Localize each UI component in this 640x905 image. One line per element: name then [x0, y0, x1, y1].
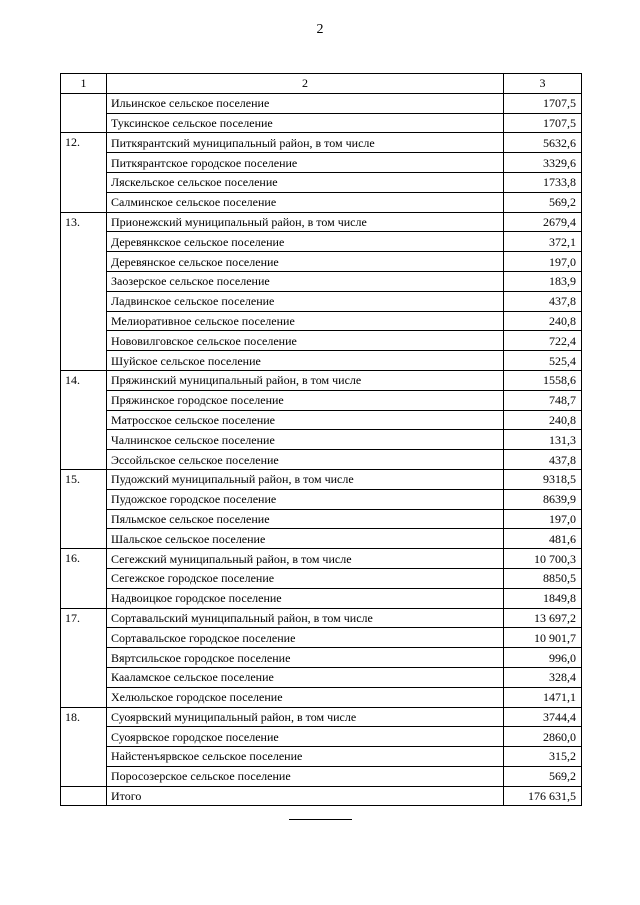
table-row: [61, 489, 582, 509]
amount-cell: 1707,5: [504, 113, 582, 133]
table-row: [61, 687, 582, 707]
territory-name-cell: Вяртсильское городское поселение: [107, 648, 504, 668]
amount-cell: 1849,8: [504, 588, 582, 608]
total-number-cell: [61, 786, 107, 806]
header-cell-1: 1: [61, 74, 107, 94]
amount-cell: 3329,6: [504, 153, 582, 173]
table-row: [61, 450, 582, 470]
territory-name-cell: Деревянское сельское поселение: [107, 252, 504, 272]
amount-cell: 13 697,2: [504, 608, 582, 628]
table-row: [61, 509, 582, 529]
territory-name-cell: Надвоицкое городское поселение: [107, 588, 504, 608]
table-row: [61, 370, 582, 390]
row-number-cell: 18.: [61, 707, 107, 786]
table-row: [61, 153, 582, 173]
table-row: [61, 113, 582, 133]
table-row: [61, 766, 582, 786]
table-row: [61, 311, 582, 331]
amount-cell: 10 700,3: [504, 549, 582, 569]
table-row: [61, 628, 582, 648]
table-row: [61, 232, 582, 252]
territory-name-cell: Суоярвское городское поселение: [107, 727, 504, 747]
amount-cell: 2860,0: [504, 727, 582, 747]
table-row: [61, 608, 582, 628]
amount-cell: 328,4: [504, 667, 582, 687]
table-row: [61, 410, 582, 430]
territory-name-cell: Салминское сельское поселение: [107, 192, 504, 212]
amount-cell: 10 901,7: [504, 628, 582, 648]
table-row: [61, 133, 582, 153]
amount-cell: 315,2: [504, 747, 582, 767]
table-row: [61, 192, 582, 212]
territory-name-cell: Чалнинское сельское поселение: [107, 430, 504, 450]
amount-cell: 1471,1: [504, 687, 582, 707]
row-number-cell: 12.: [61, 133, 107, 212]
territory-name-cell: Суоярвский муниципальный район, в том числе: [107, 707, 504, 727]
table-body: [61, 74, 582, 806]
amount-cell: 437,8: [504, 291, 582, 311]
table-row: [61, 568, 582, 588]
territory-name-cell: Питкярантский муниципальный район, в том числе: [107, 133, 504, 153]
table-row: [61, 93, 582, 113]
amount-cell: 569,2: [504, 192, 582, 212]
amount-cell: 197,0: [504, 252, 582, 272]
row-number-cell: 15.: [61, 469, 107, 548]
territory-name-cell: Шуйское сельское поселение: [107, 351, 504, 371]
territory-name-cell: Деревянкское сельское поселение: [107, 232, 504, 252]
territory-name-cell: Заозерское сельское поселение: [107, 271, 504, 291]
table-row: [61, 727, 582, 747]
row-number-cell: [61, 93, 107, 133]
amount-cell: 1733,8: [504, 172, 582, 192]
amount-cell: 1707,5: [504, 93, 582, 113]
amount-cell: 372,1: [504, 232, 582, 252]
row-number-cell: 17.: [61, 608, 107, 707]
table-row: [61, 291, 582, 311]
territory-name-cell: Сегежский муниципальный район, в том числе: [107, 549, 504, 569]
table-header-row: [61, 74, 582, 94]
territory-name-cell: Кааламское сельское поселение: [107, 667, 504, 687]
amount-cell: 722,4: [504, 331, 582, 351]
territory-name-cell: Шальское сельское поселение: [107, 529, 504, 549]
header-cell-3: 3: [504, 74, 582, 94]
table-row: [61, 469, 582, 489]
territory-name-cell: Пяльмское сельское поселение: [107, 509, 504, 529]
table-row: [61, 549, 582, 569]
territory-name-cell: Хелюльское городское поселение: [107, 687, 504, 707]
table-row: [61, 707, 582, 727]
total-amount-cell: 176 631,5: [504, 786, 582, 806]
amount-cell: 996,0: [504, 648, 582, 668]
territory-name-cell: Пряжинское городское поселение: [107, 390, 504, 410]
amount-cell: 1558,6: [504, 370, 582, 390]
total-row: [61, 786, 582, 806]
territory-name-cell: Мелиоративное сельское поселение: [107, 311, 504, 331]
amount-cell: 3744,4: [504, 707, 582, 727]
table-row: [61, 331, 582, 351]
territory-name-cell: Сортавальское городское поселение: [107, 628, 504, 648]
territory-name-cell: Пудожское городское поселение: [107, 489, 504, 509]
amount-cell: 240,8: [504, 311, 582, 331]
amount-cell: 569,2: [504, 766, 582, 786]
territory-name-cell: Эссойльское сельское поселение: [107, 450, 504, 470]
table-row: [61, 212, 582, 232]
row-number-cell: 14.: [61, 370, 107, 469]
amount-cell: 8850,5: [504, 568, 582, 588]
territory-name-cell: Сегежское городское поселение: [107, 568, 504, 588]
header-cell-2: 2: [107, 74, 504, 94]
amount-cell: 748,7: [504, 390, 582, 410]
amount-cell: 8639,9: [504, 489, 582, 509]
territory-name-cell: Ляскельское сельское поселение: [107, 172, 504, 192]
table-row: [61, 529, 582, 549]
amount-cell: 481,6: [504, 529, 582, 549]
table-row: [61, 430, 582, 450]
amount-cell: 525,4: [504, 351, 582, 371]
table-row: [61, 747, 582, 767]
territory-name-cell: Ильинское сельское поселение: [107, 93, 504, 113]
table-row: [61, 667, 582, 687]
row-number-cell: 13.: [61, 212, 107, 370]
amount-cell: 240,8: [504, 410, 582, 430]
budget-table: [60, 73, 582, 806]
table-row: [61, 271, 582, 291]
territory-name-cell: Пряжинский муниципальный район, в том числе: [107, 370, 504, 390]
territory-name-cell: Матросское сельское поселение: [107, 410, 504, 430]
amount-cell: 197,0: [504, 509, 582, 529]
amount-cell: 9318,5: [504, 469, 582, 489]
page-number: 2: [316, 22, 324, 37]
territory-name-cell: Ладвинское сельское поселение: [107, 291, 504, 311]
amount-cell: 183,9: [504, 271, 582, 291]
row-number-cell: 16.: [61, 549, 107, 608]
territory-name-cell: Поросозерское сельское поселение: [107, 766, 504, 786]
territory-name-cell: Туксинское сельское поселение: [107, 113, 504, 133]
amount-cell: 131,3: [504, 430, 582, 450]
table-row: [61, 252, 582, 272]
table-row: [61, 351, 582, 371]
table-row: [61, 172, 582, 192]
amount-cell: 437,8: [504, 450, 582, 470]
territory-name-cell: Сортавальский муниципальный район, в том числе: [107, 608, 504, 628]
total-label-cell: Итого: [107, 786, 504, 806]
table-row: [61, 588, 582, 608]
territory-name-cell: Питкярантское городское поселение: [107, 153, 504, 173]
amount-cell: 5632,6: [504, 133, 582, 153]
territory-name-cell: Найстенъярвское сельское поселение: [107, 747, 504, 767]
table-row: [61, 390, 582, 410]
territory-name-cell: Прионежский муниципальный район, в том числе: [107, 212, 504, 232]
amount-cell: 2679,4: [504, 212, 582, 232]
territory-name-cell: Нововилговское сельское поселение: [107, 331, 504, 351]
end-divider-line: [289, 819, 352, 820]
table-row: [61, 648, 582, 668]
territory-name-cell: Пудожский муниципальный район, в том числе: [107, 469, 504, 489]
